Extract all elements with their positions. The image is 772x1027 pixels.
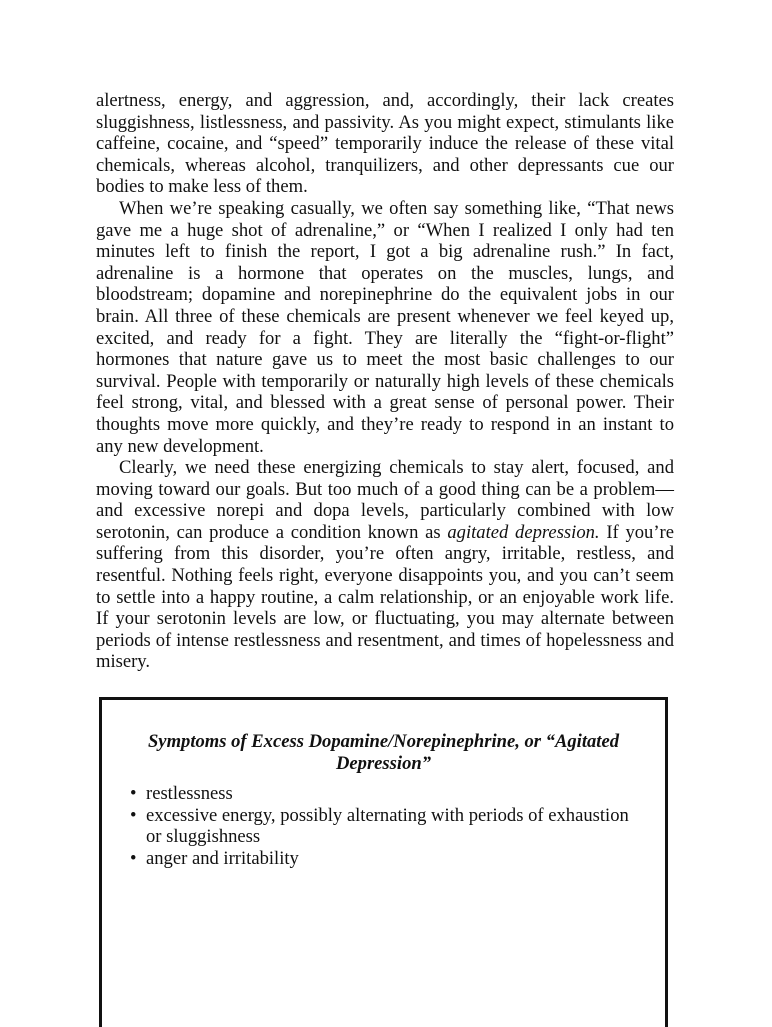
bullet-icon: • (130, 783, 137, 804)
paragraph-agitated-depression (96, 457, 674, 673)
symptom-text: restlessness (146, 783, 233, 804)
paragraph-adrenaline: When we’re speaking casually, we often say something like, “That news gave me a huge shot of adrenaline,” or “When I realized I only had ten minutes left to finish the report, I got a big adrenaline rush.” In fact, adrenaline is a hormone that operates on the muscles, lungs, and bloodstream; dopamine and norepinephrine do the equivalent jobs in our brain. All three of these chemicals are present whenever we feel keyed up, excited, and ready for a fight. They are literally the “fight-or-flight” hormones that nature gave us to meet the most basic challenges to our survival. People with temporarily or naturally high levels of these chemicals feel strong, vital, and blessed with a great sense of personal power. Their thoughts move more quickly, and they’re ready to respond in an instant to any new development. (96, 197, 674, 457)
list-item (128, 805, 647, 848)
list-item (128, 848, 647, 870)
body-text (96, 90, 674, 673)
paragraph-text-after: If you’re suffering from this disorder, you’re often angry, irritable, restless, and resentful. Nothing feels right, everyone disappoints you, and you can’t seem to settle into a happy routine, a calm relationship, or an enjoyable work life. If your serotonin levels are low, or fluctuating, you may alternate between periods of intense restlessness and resentment, and times of hopelessness and misery. (96, 521, 674, 673)
paragraph-continuation: alertness, energy, and aggression, and, accordingly, their lack creates sluggishness, listlessness, and passivity. As you might expect, stimulants like caffeine, cocaine, and “speed” temporarily induce the release of these vital chemicals, whereas alcohol, tranquilizers, and other depressants cue our bodies to make less of them. (96, 90, 674, 198)
symptom-list (102, 783, 665, 869)
symptom-text: excessive energy, possibly alternating with periods of exhaustion or sluggishness (146, 804, 629, 848)
bullet-icon: • (130, 804, 137, 826)
emphasis-agitated-depression: agitated depression. (447, 521, 600, 543)
list-item (128, 783, 647, 805)
symptoms-sidebar (99, 697, 668, 1027)
paragraph-text-before: Clearly, we need these energizing chemicals to stay alert, focused, and moving toward our goals. But too much of a good thing can be a problem—and excessive norepi and dopa levels, particularly combined with low serotonin, can produce a condition known as (96, 457, 674, 543)
symptom-text: anger and irritability (146, 847, 299, 869)
sidebar-title: Symptoms of Excess Dopamine/Norepinephrine, or “Agitated Depression” (147, 731, 620, 774)
bullet-icon: • (130, 847, 137, 869)
